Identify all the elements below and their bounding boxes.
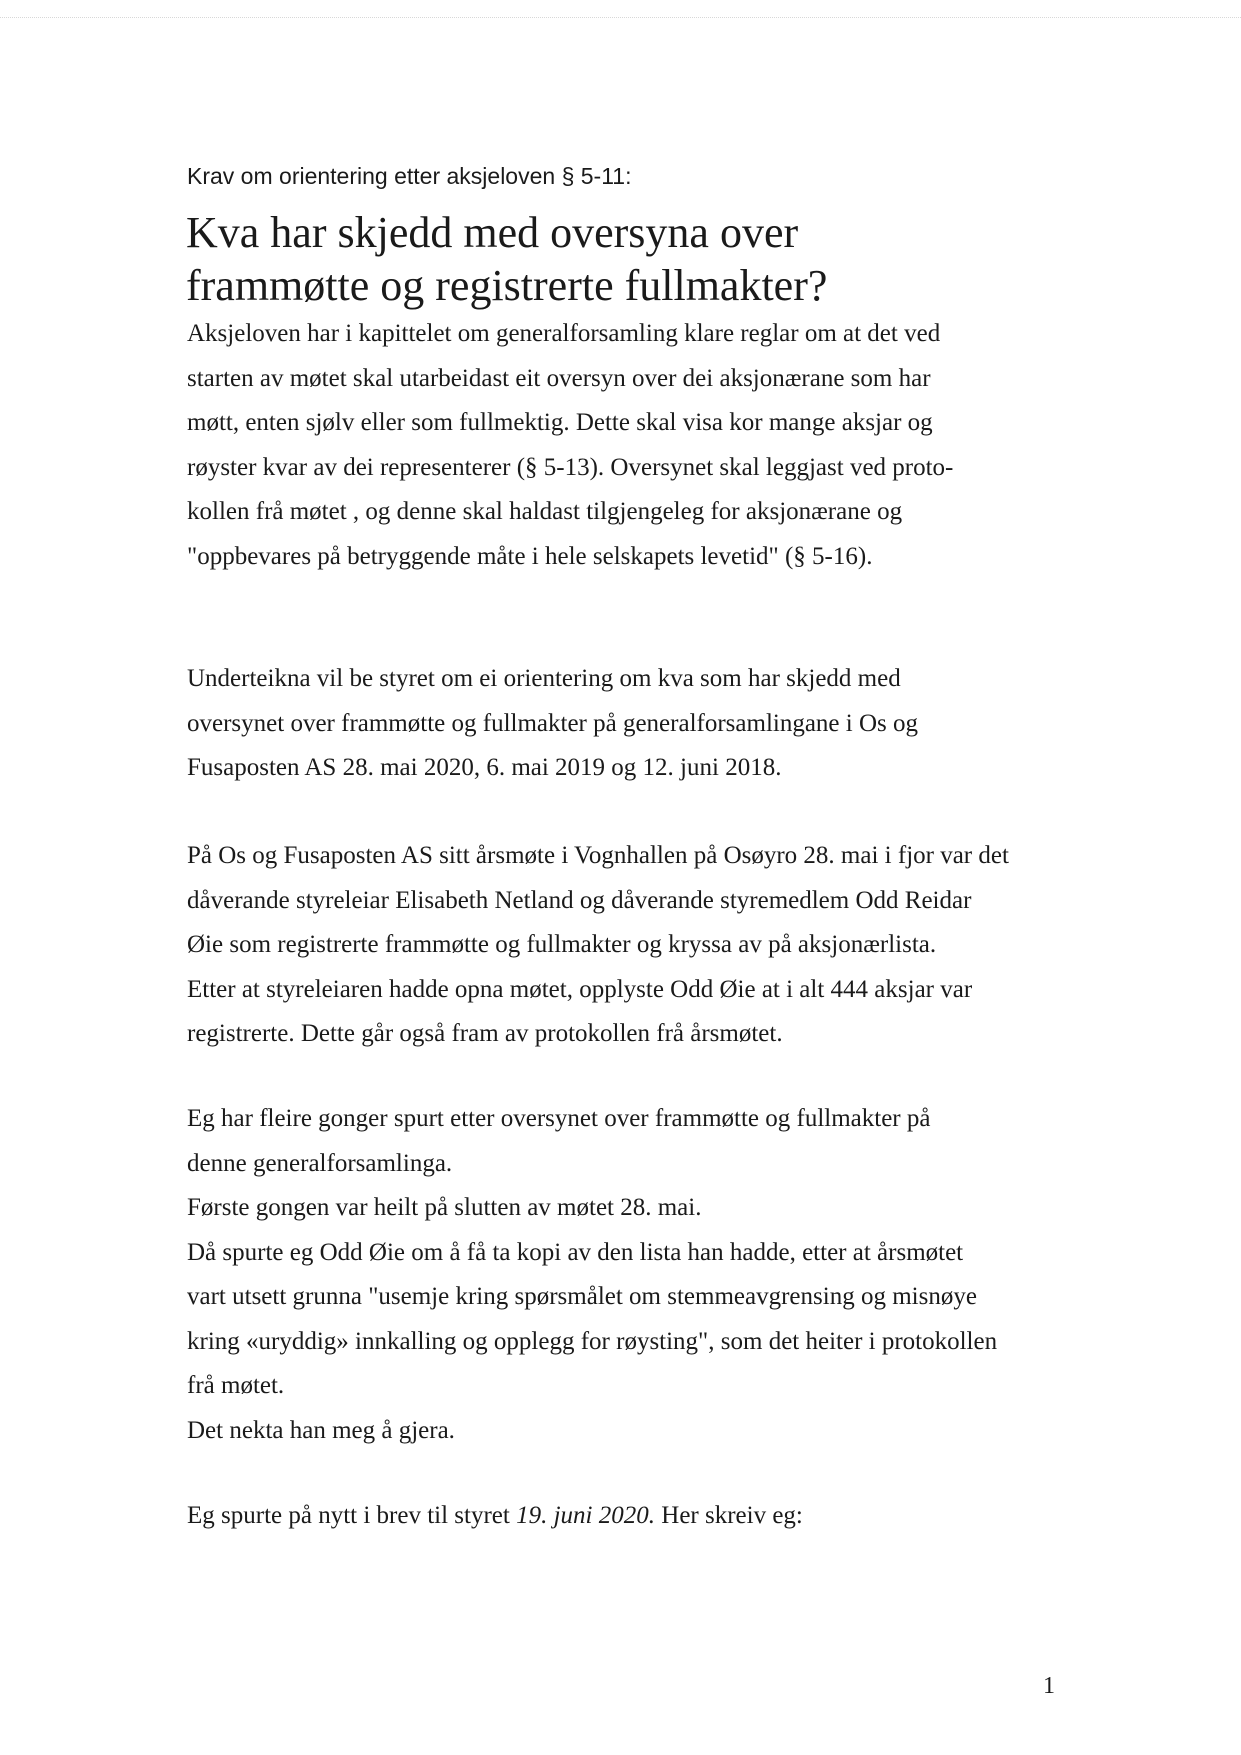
title-line: Kva har skjedd med oversyna over (186, 208, 799, 257)
text-line: Fusaposten AS 28. mai 2020, 6. mai 2019 og 12. juni 2018. (187, 754, 782, 781)
text-line: Aksjeloven har i kapittelet om generalforsamling klare reglar om at det ved (187, 320, 941, 347)
letter-date: 19. juni 2020. (516, 1502, 656, 1529)
text-line: frå møtet. (187, 1372, 285, 1399)
paragraph-letter-intro (187, 1494, 803, 1539)
text-line: Første gongen var heilt på slutten av møtet 28. mai. (187, 1194, 702, 1221)
text-line: røyster kvar av dei representerer (§ 5-13). Oversynet skal leggjast ved proto- (187, 453, 954, 481)
text-line: dåverande styreleiar Elisabeth Netland og dåverande styremedlem Odd Reidar (187, 886, 972, 914)
paragraph-meeting-account (187, 834, 1009, 1057)
text-line: kring «uryddig» innkalling og opplegg for røysting", som det heiter i protokollen (187, 1327, 998, 1355)
document-title (186, 206, 827, 312)
text-line: starten av møtet skal utarbeidast eit oversyn over dei aksjonærane som har (187, 364, 931, 392)
document-subtitle: Krav om orientering etter aksjeloven § 5-11: (187, 163, 632, 189)
paragraph-legal-background (187, 312, 953, 579)
text-line: registrerte. Dette går også fram av protokollen frå årsmøtet. (187, 1020, 783, 1047)
text-line (187, 1494, 803, 1539)
text-line: kollen frå møtet , og denne skal haldast tilgjengeleg for aksjonærane og (187, 498, 903, 525)
title-line: frammøtte og registrerte fullmakter? (186, 261, 828, 310)
page-number: 1 (1043, 1673, 1055, 1699)
text-line: denne generalforsamlinga. (187, 1149, 453, 1177)
text-line: "oppbevares på betryggende måte i hele selskapets levetid" (§ 5-16). (187, 542, 873, 570)
text-line: Øie som registrerte frammøtte og fullmakter og kryssa av på aksjonærlista. (187, 931, 937, 958)
text-line: Underteikna vil be styret om ei orientering om kva som har skjedd med (187, 665, 901, 692)
text-line: Det nekta han meg å gjera. (187, 1416, 455, 1444)
paragraph-previous-requests (187, 1097, 997, 1453)
letter-intro-before: Eg spurte på nytt i brev til styret (187, 1502, 517, 1529)
letter-intro-after: Her skreiv eg: (655, 1502, 803, 1529)
page-top-edge (0, 17, 1241, 18)
text-line: oversynet over frammøtte og fullmakter på generalforsamlingane i Os og (187, 709, 919, 737)
text-line: På Os og Fusaposten AS sitt årsmøte i Vognhallen på Osøyro 28. mai i fjor var det (187, 842, 1009, 869)
text-line: Etter at styreleiaren hadde opna møtet, opplyste Odd Øie at i alt 444 aksjar var (187, 975, 973, 1003)
text-line: vart utsett grunna "usemje kring spørsmålet om stemmeavgrensing og misnøye (187, 1283, 977, 1310)
paragraph-request (187, 657, 918, 791)
text-line: møtt, enten sjølv eller som fullmektig. Dette skal visa kor mange aksjar og (187, 409, 933, 436)
text-line: Då spurte eg Odd Øie om å få ta kopi av den lista han hadde, etter at årsmøtet (187, 1238, 964, 1266)
text-line: Eg har fleire gonger spurt etter oversynet over frammøtte og fullmakter på (187, 1105, 931, 1132)
